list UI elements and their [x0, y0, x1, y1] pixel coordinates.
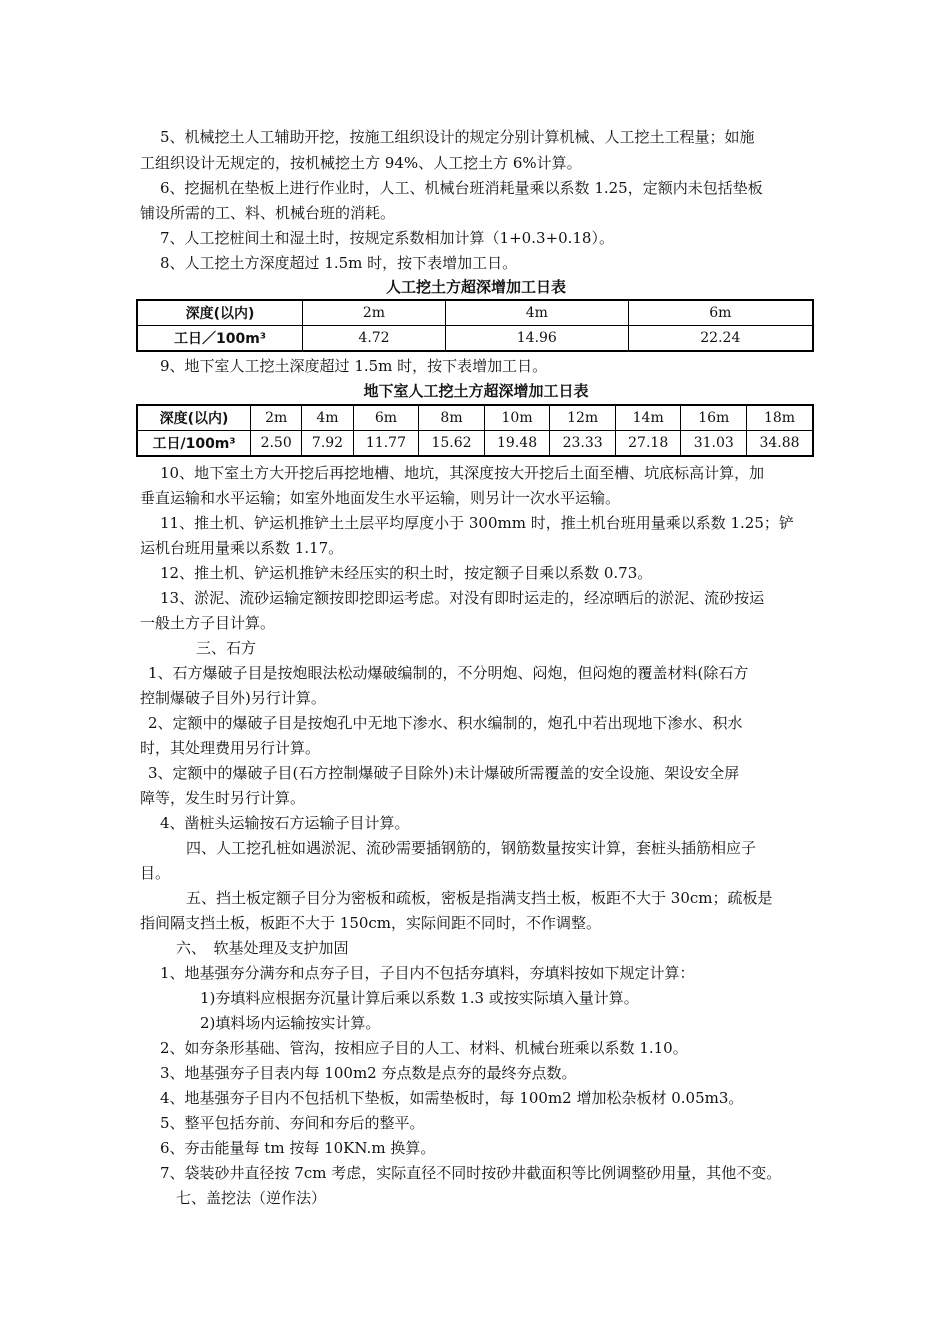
table-row	[137, 326, 813, 352]
row-header: 深度(以内)	[137, 300, 303, 326]
table-cell: 10m	[484, 405, 550, 431]
paragraph-line: 5、整平包括夯前、夯间和夯后的整平。	[160, 1114, 425, 1132]
paragraph-line: 控制爆破子目外)另行计算。	[140, 689, 326, 707]
table-row	[137, 431, 813, 457]
table-cell: 2m	[303, 300, 446, 326]
row-header: 深度(以内)	[137, 405, 251, 431]
paragraph-line: 一般土方子目计算。	[140, 614, 276, 632]
table-cell: 22.24	[628, 326, 813, 352]
table-cell: 14m	[615, 405, 681, 431]
table-cell: 14.96	[445, 326, 628, 352]
paragraph-line: 四、人工挖孔桩如遇淤泥、流砂需要插钢筋的，钢筋数量按实计算，套桩头插筋相应子	[186, 839, 757, 857]
paragraph-line: 12、推土机、铲运机推铲未经压实的积土时，按定额子目乘以系数 0.73。	[160, 564, 653, 582]
paragraph-line: 7、袋装砂井直径按 7cm 考虑，实际直径不同时按砂井截面积等比例调整砂用量，其他不变。	[160, 1164, 782, 1182]
table-cell: 11.77	[353, 431, 419, 457]
table-cell: 31.03	[681, 431, 747, 457]
paragraph-line: 工组织设计无规定的，按机械挖土方 94%、人工挖土方 6%计算。	[140, 154, 582, 172]
paragraph-line: 2、如夯条形基础、管沟，按相应子目的人工、材料、机械台班乘以系数 1.10。	[160, 1039, 688, 1057]
paragraph-line: 9、地下室人工挖土深度超过 1.5m 时，按下表增加工日。	[160, 357, 548, 375]
table-cell: 2m	[251, 405, 302, 431]
overdepth-table	[136, 299, 814, 352]
table-row	[137, 300, 813, 326]
paragraph-line: 3、定额中的爆破子目(石方控制爆破子目除外)未计爆破所需覆盖的安全设施、架设安全屏	[148, 764, 740, 782]
paragraph-line: 指间隔支挡土板，板距不大于 150cm，实际间距不同时，不作调整。	[140, 914, 602, 932]
paragraph-line: 10、地下室土方大开挖后再挖地槽、地坑，其深度按大开挖后土面至槽、坑底标高计算，加	[160, 464, 765, 482]
table-cell: 27.18	[615, 431, 681, 457]
table-caption: 人工挖土方超深增加工日表	[385, 278, 566, 296]
row-header: 工日／100m³	[137, 326, 303, 352]
table-cell: 6m	[353, 405, 419, 431]
paragraph-line: 时，其处理费用另行计算。	[140, 739, 321, 757]
table-cell: 15.62	[419, 431, 485, 457]
paragraph-line: 7、人工挖桩间土和湿土时，按规定系数相加计算（1+0.3+0.18）。	[160, 229, 614, 247]
section-heading: 六、 软基处理及支护加固	[176, 939, 349, 957]
paragraph-line: 铺设所需的工、料、机械台班的消耗。	[140, 204, 396, 222]
paragraph-line: 5、机械挖土人工辅助开挖，按施工组织设计的规定分别计算机械、人工挖土工程量；如施	[160, 128, 755, 146]
paragraph-line: 目。	[140, 864, 171, 882]
table-cell: 2.50	[251, 431, 302, 457]
paragraph-line: 6、夯击能量每 tm 按每 10KN.m 换算。	[160, 1139, 436, 1157]
paragraph-line: 1、石方爆破子目是按炮眼法松动爆破编制的，不分明炮、闷炮，但闷炮的覆盖材料(除石方	[148, 664, 749, 682]
row-header: 工日/100m³	[137, 431, 251, 457]
paragraph-line: 五、挡土板定额子目分为密板和疏板，密板是指满支挡土板，板距不大于 30cm；疏板是	[186, 889, 773, 907]
table-cell: 23.33	[550, 431, 616, 457]
table-cell: 16m	[681, 405, 747, 431]
table-cell: 6m	[628, 300, 813, 326]
paragraph-line: 4、地基强夯子目内不包括机下垫板，如需垫板时，每 100m2 增加松杂板材 0.05m3。	[160, 1089, 744, 1107]
table-cell: 8m	[419, 405, 485, 431]
table-cell: 12m	[550, 405, 616, 431]
paragraph-line: 13、淤泥、流砂运输定额按即挖即运考虑。对没有即时运走的，经凉晒后的淤泥、流砂按运	[160, 589, 765, 607]
paragraph-line: 2、定额中的爆破子目是按炮孔中无地下渗水、积水编制的，炮孔中若出现地下渗水、积水	[148, 714, 743, 732]
table-cell: 4m	[302, 405, 353, 431]
table-cell: 18m	[747, 405, 813, 431]
paragraph-line: 运机台班用量乘以系数 1.17。	[140, 539, 344, 557]
paragraph-line: 障等，发生时另行计算。	[140, 789, 306, 807]
table-cell: 7.92	[302, 431, 353, 457]
paragraph-line: 4、凿桩头运输按石方运输子目计算。	[160, 814, 410, 832]
table-cell: 19.48	[484, 431, 550, 457]
paragraph-line: 6、挖掘机在垫板上进行作业时，人工、机械台班消耗量乘以系数 1.25，定额内未包括垫板	[160, 179, 763, 197]
section-heading: 三、石方	[196, 639, 257, 657]
paragraph-line: 1、地基强夯分满夯和点夯子目，子目内不包括夯填料，夯填料按如下规定计算：	[160, 964, 695, 982]
section-heading: 七、盖挖法（逆作法）	[176, 1189, 327, 1207]
table-cell: 34.88	[747, 431, 813, 457]
table-caption: 地下室人工挖土方超深增加工日表	[363, 382, 589, 400]
paragraph-line: 11、推土机、铲运机推铲土土层平均厚度小于 300mm 时，推土机台班用量乘以系数 1.25；铲	[160, 514, 794, 532]
table-cell: 4.72	[303, 326, 446, 352]
table-row	[137, 405, 813, 431]
paragraph-line: 8、人工挖土方深度超过 1.5m 时，按下表增加工日。	[160, 254, 518, 272]
paragraph-line: 3、地基强夯子目表内每 100m2 夯点数是点夯的最终夯点数。	[160, 1064, 577, 1082]
paragraph-line: 1)夯填料应根据夯沉量计算后乘以系数 1.3 或按实际填入量计算。	[200, 989, 639, 1007]
paragraph-line: 垂直运输和水平运输；如室外地面发生水平运输，则另计一次水平运输。	[140, 489, 621, 507]
table-cell: 4m	[445, 300, 628, 326]
paragraph-line: 2)填料场内运输按实计算。	[200, 1014, 381, 1032]
basement-overdepth-table	[136, 404, 814, 457]
